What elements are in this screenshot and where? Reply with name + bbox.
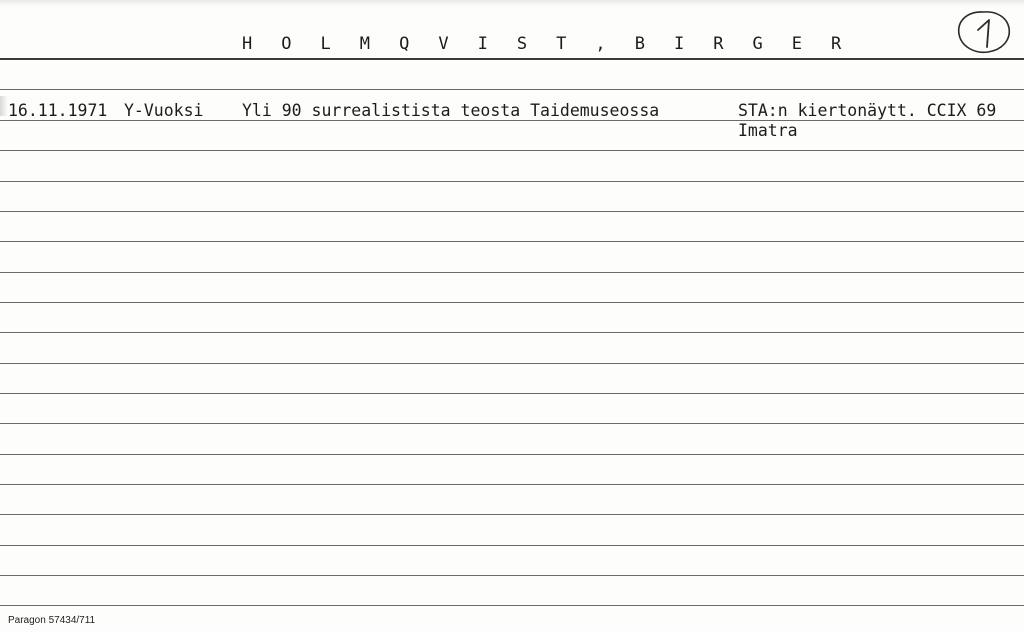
- card-top-edge: [0, 0, 1024, 6]
- entry-note-line2: Imatra: [738, 121, 798, 140]
- card-heading-name: H O L M Q V I S T , B I R G E R: [242, 34, 851, 54]
- ruled-line: [0, 363, 1024, 364]
- card-edge-smudge: [0, 96, 8, 116]
- ruled-line: [0, 575, 1024, 576]
- ruled-line: [0, 241, 1024, 242]
- heading-rule: [0, 58, 1024, 60]
- ruled-line: [0, 332, 1024, 333]
- entry-note: STA:n kiertonäytt. CCIX 69: [738, 101, 997, 120]
- printer-imprint: Paragon 57434/711: [8, 615, 96, 626]
- ruled-line: [0, 545, 1024, 546]
- ruled-line: [0, 89, 1024, 90]
- ruled-line: [0, 150, 1024, 151]
- ruled-line: [0, 302, 1024, 303]
- entry-date: 16.11.1971: [8, 101, 108, 120]
- ruled-line: [0, 393, 1024, 394]
- circled-card-number: [954, 8, 1014, 56]
- ruled-line: [0, 120, 1024, 121]
- ruled-line: [0, 211, 1024, 212]
- entry-source: Y-Vuoksi: [124, 101, 204, 120]
- ruled-line: [0, 605, 1024, 606]
- ruled-line: [0, 514, 1024, 515]
- entry-title: Yli 90 surrealistista teosta Taidemuseossa: [242, 101, 660, 120]
- ruled-line: [0, 181, 1024, 182]
- ruled-line: [0, 454, 1024, 455]
- ruled-line: [0, 272, 1024, 273]
- ruled-line: [0, 484, 1024, 485]
- ruled-line: [0, 423, 1024, 424]
